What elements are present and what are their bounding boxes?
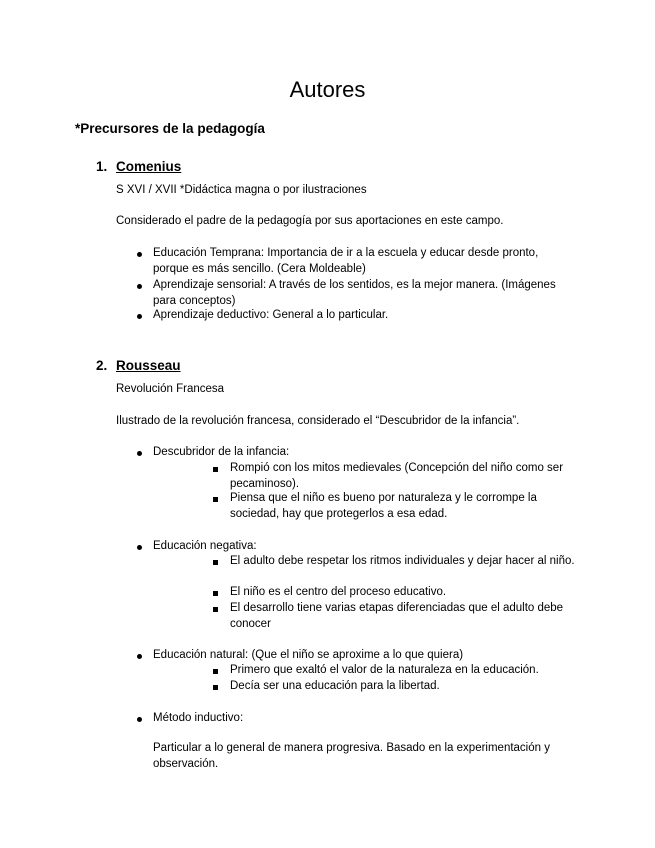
square-bullet-icon <box>213 591 218 596</box>
bullet-icon <box>137 717 142 722</box>
list-item: El niño es el centro del proceso educativo. <box>230 586 447 598</box>
square-bullet-icon <box>213 669 218 674</box>
square-bullet-icon <box>213 685 218 690</box>
bullet-icon <box>137 545 142 550</box>
section-heading: *Precursores de la pedagogía <box>75 121 265 136</box>
author-number: 2. <box>96 358 108 373</box>
list-item: Aprendizaje deductivo: General a lo particular. <box>153 309 389 321</box>
group-label: Educación negativa: <box>153 540 257 552</box>
list-item: Primero que exaltó el valor de la naturaleza en la educación. <box>230 664 539 676</box>
list-item: Piensa que el niño es bueno por naturaleza y le corrompe la sociedad, hay que protegerlos a esa edad. <box>230 492 537 520</box>
square-bullet-icon <box>213 467 218 472</box>
bullet-icon <box>137 252 142 257</box>
square-bullet-icon <box>213 560 218 565</box>
group-label: Método inductivo: <box>153 712 244 724</box>
author-name-rousseau: Rousseau <box>116 358 181 373</box>
list-item: Decía ser una educación para la libertad. <box>230 680 440 692</box>
list-item: Aprendizaje sensorial: A través de los sentidos, es la mejor manera. (Imágenes para conceptos) <box>153 279 556 307</box>
list-item: El adulto debe respetar los ritmos individuales y dejar hacer al niño. <box>230 555 575 567</box>
group-label: Educación natural: (Que el niño se aproxime a lo que quiera) <box>153 649 464 661</box>
author-number: 1. <box>96 159 108 174</box>
author-subtitle: Revolución Francesa <box>116 383 225 395</box>
list-item: El desarrollo tiene varias etapas diferenciadas que el adulto debe conocer <box>230 602 564 630</box>
bullet-icon <box>137 284 142 289</box>
square-bullet-icon <box>213 607 218 612</box>
list-item: Educación Temprana: Importancia de ir a la escuela y educar desde pronto, porque es más sencillo. (Cera Moldeable) <box>153 247 539 275</box>
author-description: Ilustrado de la revolución francesa, considerado el “Descubridor de la infancia”. <box>116 415 520 427</box>
square-bullet-icon <box>213 497 218 502</box>
group-label: Descubridor de la infancia: <box>153 446 290 458</box>
list-item: Rompió con los mitos medievales (Concepción del niño como ser pecaminoso). <box>230 462 564 490</box>
bullet-icon <box>137 451 142 456</box>
bullet-icon <box>137 654 142 659</box>
author-subtitle: S XVI / XVII *Didáctica magna o por ilustraciones <box>116 184 367 196</box>
author-name-comenius: Comenius <box>116 159 182 174</box>
document-title: Autores <box>289 77 366 102</box>
closing-paragraph: Particular a lo general de manera progresiva. Basado en la experimentación y observación. <box>153 742 550 770</box>
bullet-icon <box>137 314 142 319</box>
author-description: Considerado el padre de la pedagogía por sus aportaciones en este campo. <box>116 215 504 227</box>
